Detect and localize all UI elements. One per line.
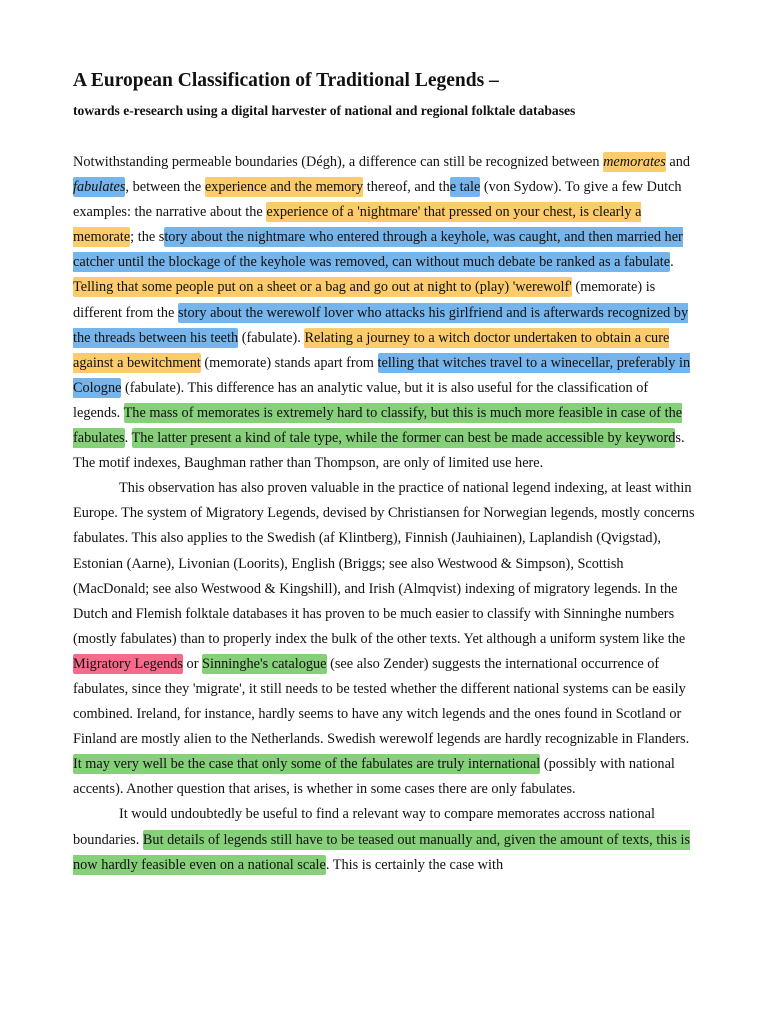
text-run: (see also Zender) suggests the international occurrence of fabulates, since they 'migrate', it still needs to be tested whether the different national systems can be easily combined. Ireland, for instance, hardly seems to have any witch legends and the ones found in Scotland or Finland are mostly alien to the Netherlands. Swedish werewolf legends are hardly recognizable in Flanders. [73, 655, 690, 748]
text-run: (fabulate). [238, 329, 305, 346]
text-run: or [182, 655, 203, 672]
highlighted-passage-green: Sinninghe's catalogue [202, 655, 327, 672]
text-run: It would undoubtedly be useful to find a relevant way to compare memorates accross national boundaries. [73, 806, 655, 848]
highlighted-passage-blue: fabulates [73, 179, 126, 196]
highlighted-passage-blue: telling that witches travel to a winecellar, preferably in Cologne [73, 354, 691, 396]
document-title: A European Classification of Traditional Legends – [73, 70, 499, 91]
text-run: (von Sydow). To give a few Dutch examples: the narrative about the [73, 179, 682, 221]
document-page [73, 68, 698, 878]
text-run: This observation has also proven valuable in the practice of national legend indexing, at least within Europe. The system of Migratory Legends, devised by Christiansen for Norwegian legends, mostly concerns fabulates. This also applies to the Swedish (af Klintberg), Finnish (Jauhiainen), Laplandish (Qvigstad), Estonian (Aarne), Livonian (Loorits), English (Briggs; see also Westwood & Simpson), Scottish (MacDonald; see also Westwood & Kingshill), and Irish (Almqvist) indexing of migratory legends. In the Dutch and Flemish folktale databases it has proven to be much easier to classify with Sinninghe numbers (mostly fabulates) than to properly index the bulk of the other texts. Yet although a uniform system like the [73, 480, 695, 647]
text-run: (memorate) is different from the [73, 279, 656, 321]
highlighted-passage-blue: story about the werewolf lover who attacks his girlfriend and is afterwards recognized by the threads between his teeth [73, 304, 689, 346]
text-run: . This is certainly the case with [325, 856, 504, 873]
text-run: (memorate) stands apart from [200, 354, 378, 371]
highlighted-passage-green: But details of legends still have to be teased out manually and, given the amount of texts, this is now hardly feasible even on a national scale [73, 831, 691, 873]
text-run: (fabulate). This difference has an analytic value, but it is also useful for the classification of legends. [73, 379, 649, 421]
text-run: s. The motif indexes, Baughman rather than Thompson, are only of limited use here. [73, 430, 685, 472]
text-run: , between the [125, 179, 205, 196]
highlighted-passage-green: The latter present a kind of tale type, while the former can best be made accessible by keyword [131, 430, 676, 447]
highlighted-passage-blue: e tale [449, 179, 481, 196]
highlighted-passage-orange: Relating a journey to a witch doctor undertaken to obtain a cure against a bewitchment [73, 329, 670, 371]
text-run: . [670, 254, 674, 271]
highlighted-passage-orange: memorates [603, 154, 666, 170]
highlighted-passage-blue: tory about the nightmare who entered through a keyhole, was caught, and then married her catcher until the blockage of the keyhole was removed, can without much debate be ranked as a fabulate [73, 229, 683, 271]
text-run: (possibly with national accents). Another question that arises, is whether in some cases there are only fabulates. [73, 756, 675, 798]
text-run: Notwithstanding permeable boundaries (Dégh), a difference can still be recognized between [73, 154, 604, 170]
text-run: and [665, 154, 691, 170]
highlighted-passage-orange: Telling that some people put on a sheet or a bag and go out at night to (play) 'werewolf' [73, 279, 572, 296]
highlighted-passage-green: The mass of memorates is extremely hard to classify, but this is much more feasible in case of the fabulates [73, 404, 683, 447]
highlighted-passage-pink: Migratory Legends [73, 655, 183, 672]
paragraph [73, 150, 698, 476]
paragraph [73, 802, 698, 877]
document-subtitle: towards e-research using a digital harvester of national and regional folktale databases [73, 103, 576, 118]
paragraph [73, 476, 698, 802]
text-run: thereof, and th [363, 179, 450, 196]
text-run: ; the s [130, 229, 165, 246]
text-run: . [124, 430, 132, 447]
highlighted-passage-green: It may very well be the case that only some of the fabulates are truly international [73, 756, 541, 773]
highlighted-passage-orange: experience and the memory [204, 179, 364, 196]
highlighted-passage-orange: experience of a 'nightmare' that pressed on your chest, is clearly a memorate [73, 204, 642, 246]
document-body [73, 150, 698, 878]
